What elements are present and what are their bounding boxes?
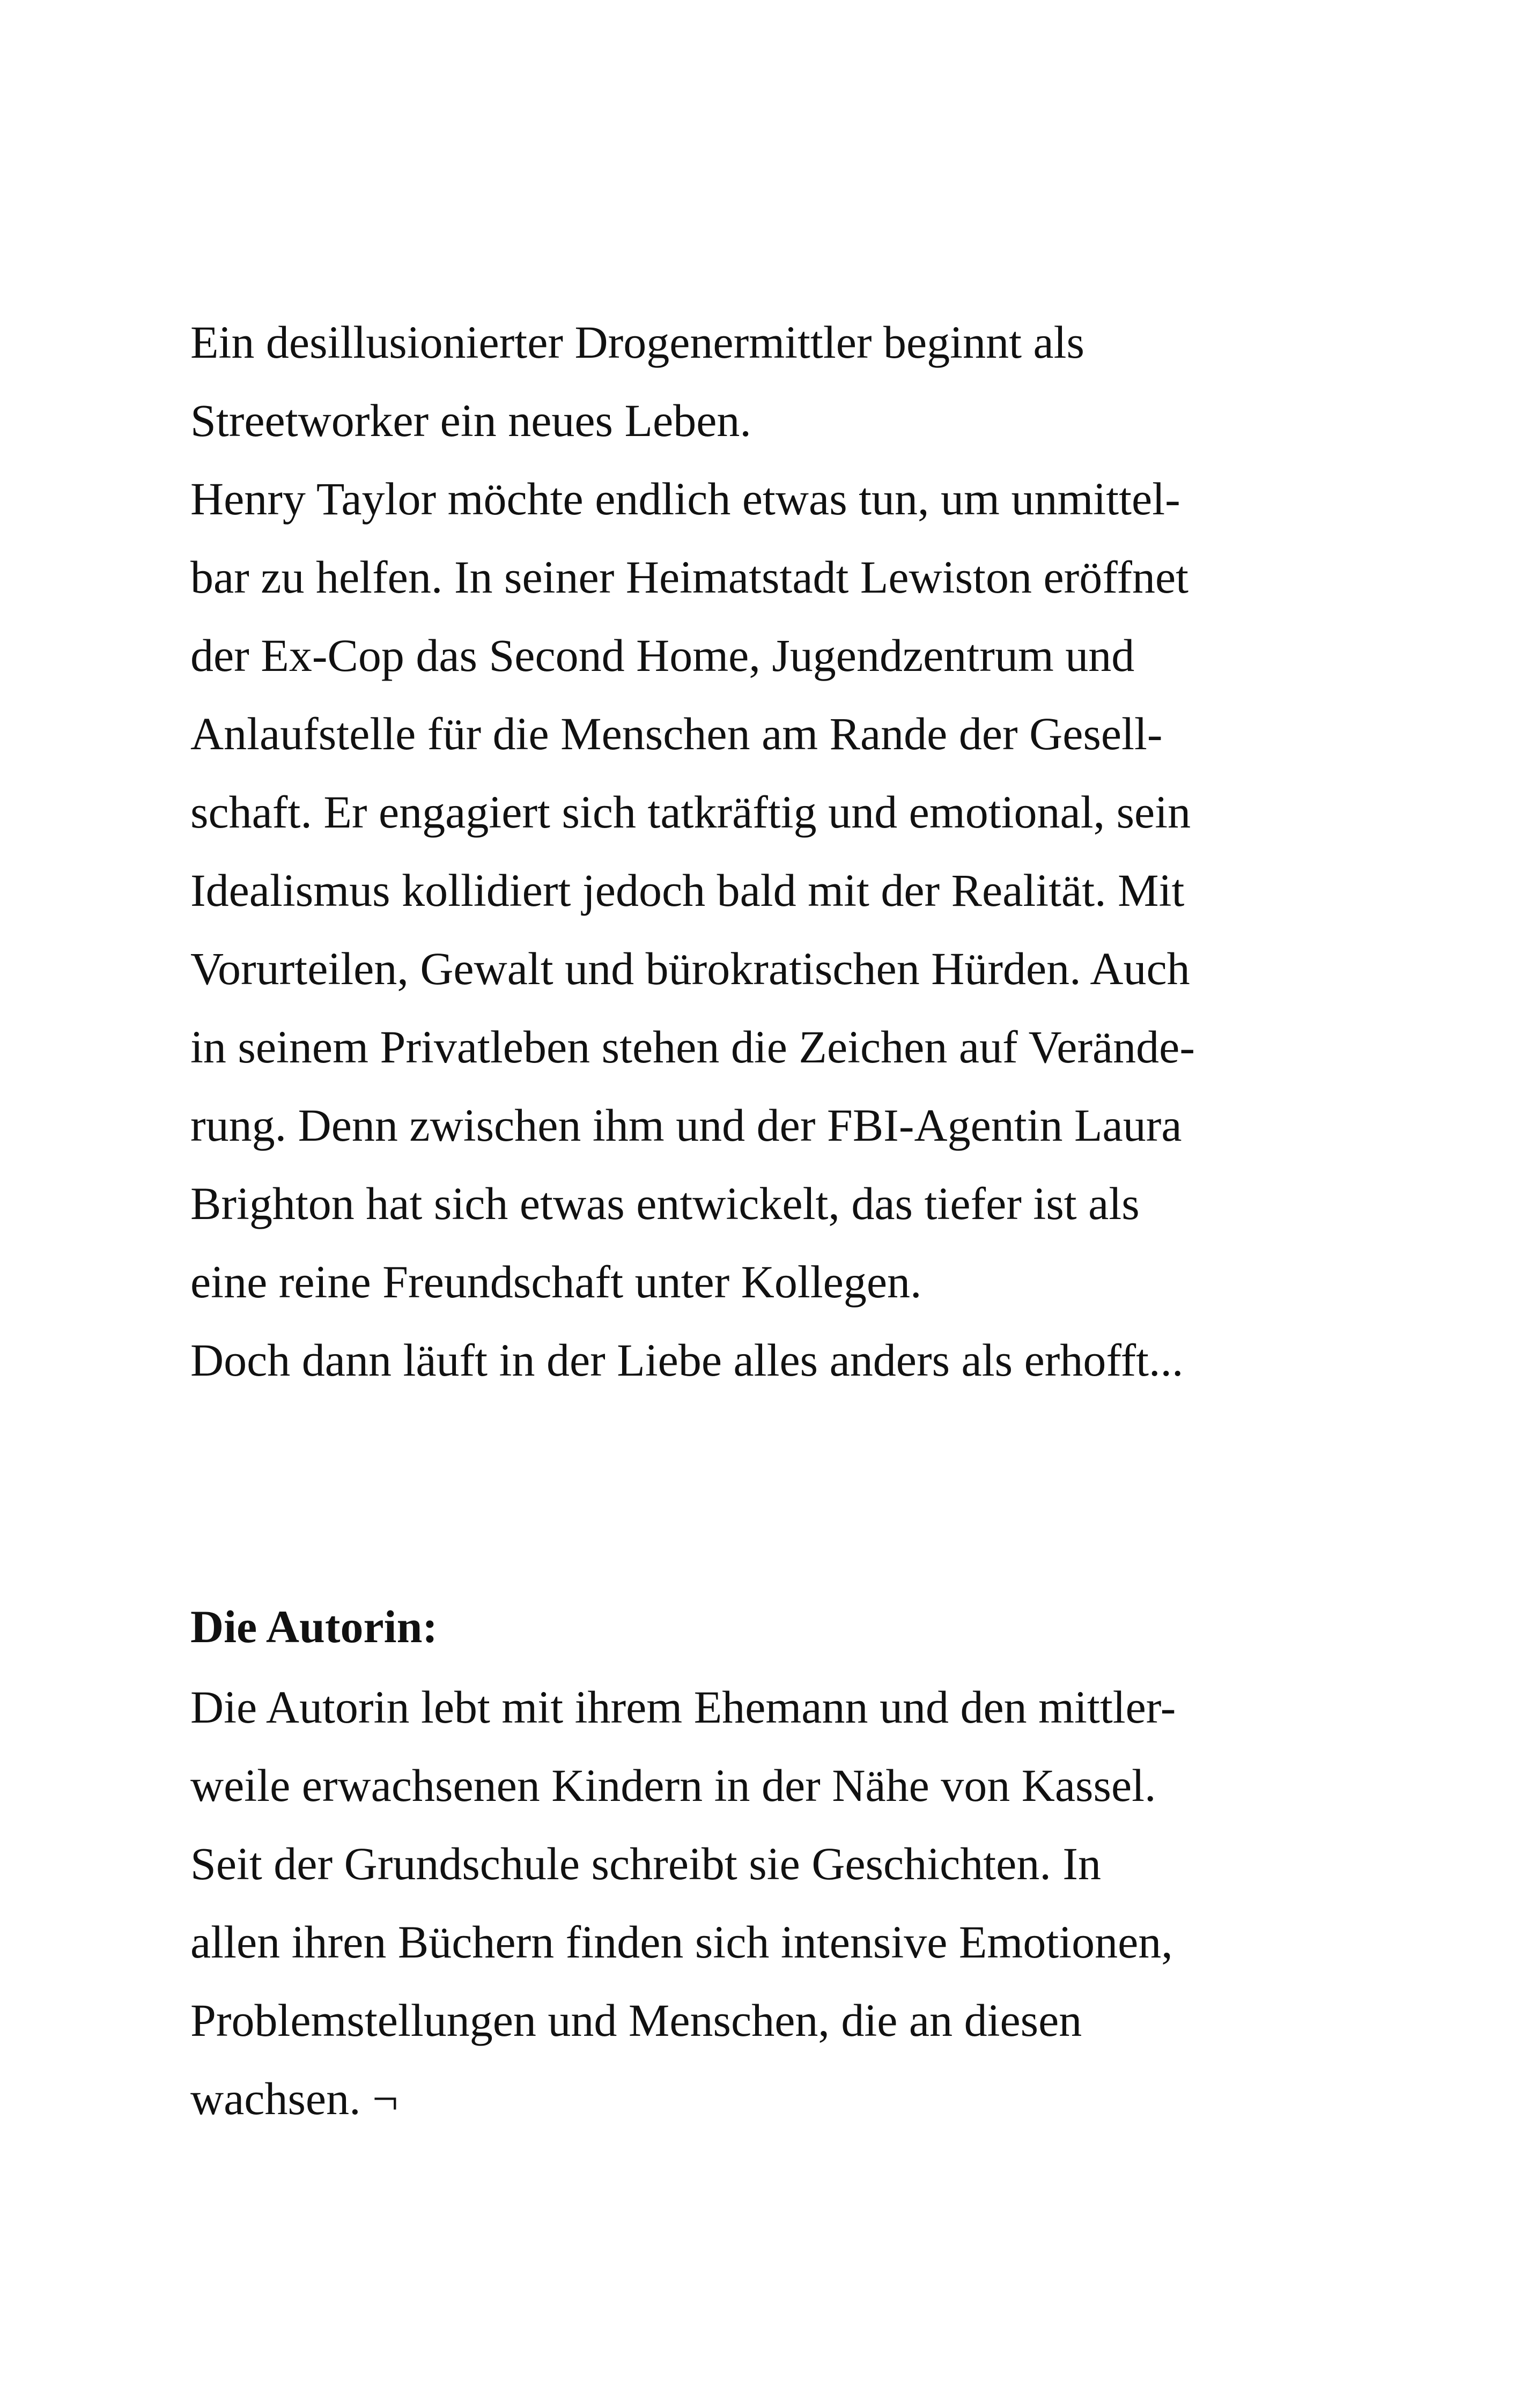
blurb-line: Brighton hat sich etwas entwickelt, das tiefer ist als: [190, 1178, 1140, 1229]
author-heading: Die Autorin:: [190, 1601, 438, 1652]
author-bio-line: wachsen. ¬: [190, 2073, 398, 2124]
blurb-line: Doch dann läuft in der Liebe alles anders als erhofft...: [190, 1334, 1184, 1386]
blurb-line: in seinem Privatleben stehen die Zeichen auf Verände-: [190, 1021, 1195, 1073]
blurb-line: rung. Denn zwischen ihm und der FBI-Agentin Laura: [190, 1099, 1182, 1151]
author-bio-line: Problemstellungen und Menschen, die an diesen: [190, 1995, 1082, 2046]
blurb-line: der Ex-Cop das Second Home, Jugendzentrum und: [190, 630, 1135, 681]
blurb-line: Henry Taylor möchte endlich etwas tun, um unmittel-: [190, 473, 1180, 525]
blurb-line: Ein desillusionierter Drogenermittler beginnt als: [190, 316, 1085, 368]
blurb-line: bar zu helfen. In seiner Heimatstadt Lewiston eröffnet: [190, 551, 1189, 603]
author-bio-line: Die Autorin lebt mit ihrem Ehemann und den mittler-: [190, 1681, 1176, 1733]
blurb-line: Idealismus kollidiert jedoch bald mit der Realität. Mit: [190, 865, 1185, 916]
author-bio-line: Seit der Grundschule schreibt sie Geschichten. In: [190, 1838, 1101, 1889]
blurb-line: Anlaufstelle für die Menschen am Rande der Gesell-: [190, 708, 1163, 759]
blurb-line: Vorurteilen, Gewalt und bürokratischen Hürden. Auch: [190, 943, 1190, 994]
blurb-line: schaft. Er engagiert sich tatkräftig und emotional, sein: [190, 786, 1191, 838]
blurb-line: eine reine Freundschaft unter Kollegen.: [190, 1256, 922, 1308]
author-bio: [190, 1668, 1317, 2138]
book-blurb: [190, 303, 1317, 1399]
author-bio-line: allen ihren Büchern finden sich intensive Emotionen,: [190, 1916, 1173, 1968]
blurb-line: Streetworker ein neues Leben.: [190, 395, 751, 446]
author-bio-line: weile erwachsenen Kindern in der Nähe von Kassel.: [190, 1760, 1156, 1811]
